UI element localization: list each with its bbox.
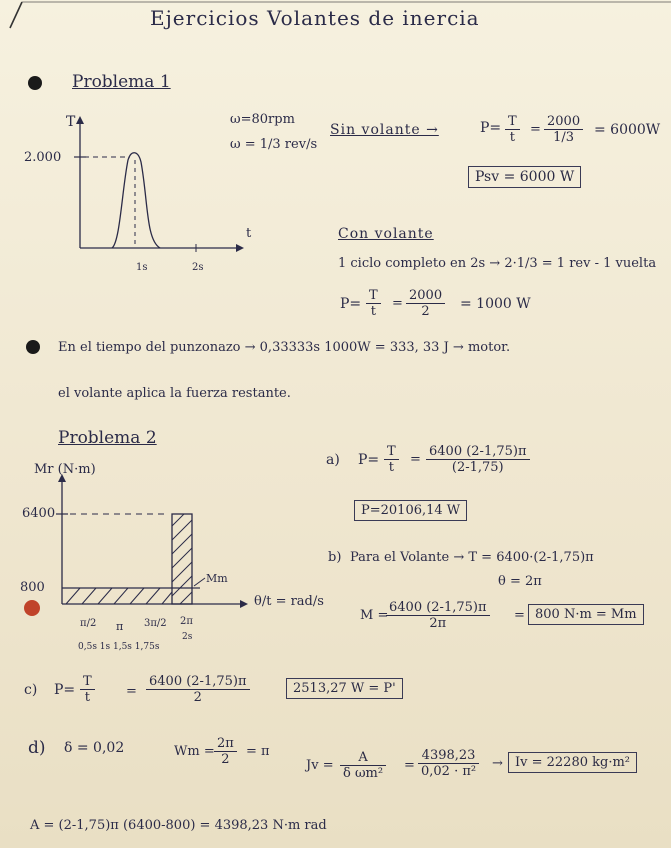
bullet-dot	[26, 340, 40, 354]
part-c-label: c)	[24, 682, 38, 698]
area-equation: A = (2-1,75)π (6400-800) = 4398,23 N·m rad	[30, 818, 327, 833]
part-d-jv-frac2: $\frac{4398,23}{\text{0,02 · π²}}$	[418, 748, 479, 779]
con-eq-lhs: P=	[340, 296, 362, 312]
part-a-equals: =	[410, 452, 421, 467]
problem1-heading: Problema 1	[72, 72, 171, 92]
part-a-label: a)	[326, 452, 340, 468]
tick-2s: 2s	[192, 262, 204, 273]
part-c-frac1: $\frac{T}{t}$	[80, 674, 95, 705]
punzonazo-text: En el tiempo del punzonazo → 0,33333s 1000W = 333, 33 J → motor.	[58, 340, 511, 355]
sin-eq-frac2: $\frac{2000}{1/3}$	[544, 114, 583, 145]
volante-text: el volante aplica la fuerza restante.	[58, 386, 291, 401]
part-d-wm-lhs: Wm =	[174, 744, 215, 759]
sin-eq-frac1: $\frac{T}{t}$	[505, 114, 520, 145]
part-d-arrow: →	[492, 756, 503, 771]
sin-volante-result-box: Psv = 6000 W	[468, 166, 581, 188]
problem2-heading: Problema 2	[58, 428, 157, 448]
sin-volante-label: Sin volante →	[330, 122, 439, 138]
tick-pi: π	[116, 620, 124, 633]
given-omega: ω = 1/3 rev/s	[230, 137, 318, 152]
page-title: Ejercicios Volantes de inercia	[150, 6, 480, 30]
con-volante-label: Con volante	[338, 226, 434, 242]
given-rpm: ω=80rpm	[230, 112, 295, 127]
moment-plot	[0, 470, 300, 640]
part-d-jv-frac: $\frac{A}{\text{δ ωm²}}$	[340, 750, 386, 781]
mm-label: Mm	[206, 572, 228, 585]
tick-pi-half: π/2	[80, 618, 97, 629]
part-b-lhs: M =	[360, 608, 389, 623]
con-eq-result: = 1000 W	[460, 296, 531, 312]
torque-plot	[0, 110, 260, 260]
axis-mr-label: Mr (N·m)	[34, 462, 96, 477]
con-eq-frac1: $\frac{T}{t}$	[366, 288, 381, 319]
con-eq-equals: =	[392, 296, 403, 311]
sin-eq-lhs: P=	[480, 120, 502, 136]
part-b-equals: =	[514, 608, 525, 623]
part-d-delta: δ = 0,02	[64, 740, 125, 756]
part-d-jv-lhs: Jv =	[306, 758, 334, 773]
part-c-lhs: P=	[54, 682, 76, 698]
axis-time-label: t	[246, 226, 252, 241]
part-d-jv-equals: =	[404, 758, 415, 773]
con-eq-frac2: $\frac{2000}{2}$	[406, 288, 445, 319]
part-a-lhs: P=	[358, 452, 380, 468]
tick-800: 800	[20, 580, 45, 595]
part-c-result-box: 2513,27 W = P'	[286, 678, 403, 699]
part-c-frac2: $\frac{6400 (2-1,75)\pi}{2}$	[146, 674, 250, 705]
ciclo-text: 1 ciclo completo en 2s → 2·1/3 = 1 rev - 1 vuelta	[338, 256, 657, 271]
part-d-label: d)	[28, 738, 46, 758]
axis-t-label: T	[66, 114, 76, 130]
bullet-dot	[28, 76, 42, 90]
part-b-result-box: 800 N·m = Mm	[528, 604, 644, 625]
axis-theta-label: θ/t = rad/s	[254, 594, 324, 609]
sin-eq-equals: =	[530, 122, 541, 137]
part-c-equals: =	[126, 684, 137, 699]
part-d-wm-result: = π	[246, 744, 270, 759]
part-d-result-box: Iv = 22280 kg·m²	[508, 752, 637, 773]
part-a-frac2: $\frac{6400 (2-1,75)\pi}{(2-1,75)}$	[426, 444, 530, 475]
part-a-result-box: P=20106,14 W	[354, 500, 467, 521]
tick-2000: 2.000	[24, 150, 62, 165]
tick-2pi: 2π	[180, 616, 193, 627]
sin-eq-result: = 6000W	[594, 122, 661, 138]
tick-2s: 2s	[182, 632, 193, 642]
tick-6400: 6400	[22, 506, 56, 521]
tick-3pi-half: 3π/2	[144, 618, 167, 629]
part-b-label: b)	[328, 550, 342, 565]
tick-times: 0,5s 1s 1,5s 1,75s	[78, 642, 160, 652]
part-b-theta: θ = 2π	[498, 574, 542, 589]
part-b-text: Para el Volante → T = 6400·(2-1,75)π	[350, 550, 594, 565]
part-b-frac: $\frac{6400 (2-1,75)\pi}{2\pi}$	[386, 600, 490, 631]
tick-1s: 1s	[136, 262, 148, 273]
part-a-frac1: $\frac{T}{t}$	[384, 444, 399, 475]
part-d-wm-frac: $\frac{2\pi}{2}$	[214, 736, 237, 767]
